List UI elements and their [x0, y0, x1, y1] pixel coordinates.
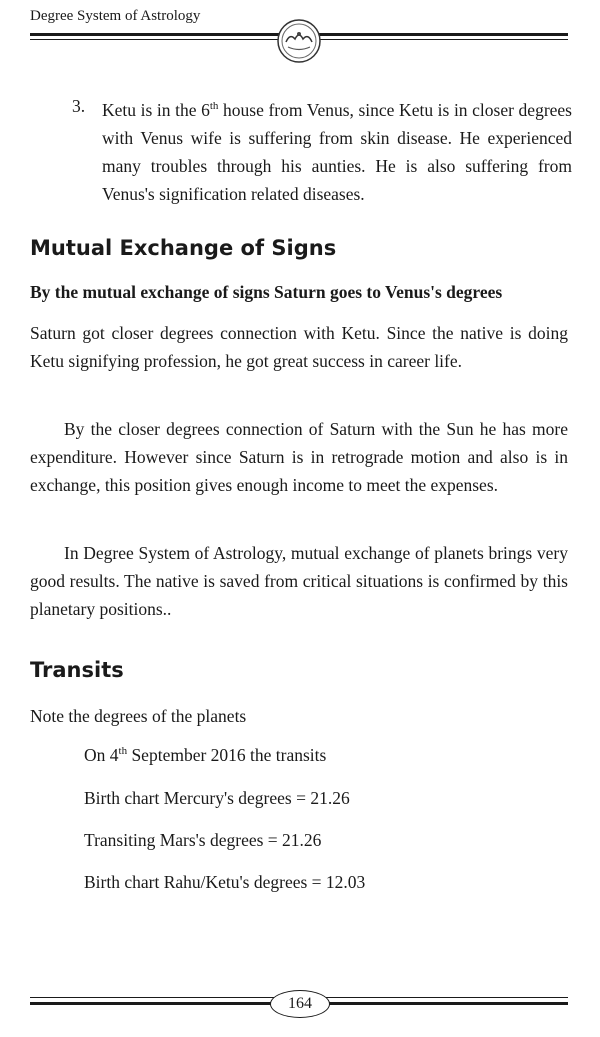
date-text-start: On 4 — [84, 745, 119, 765]
subheading: By the mutual exchange of signs Saturn goes to Venus's degrees — [30, 282, 503, 302]
running-head: Degree System of Astrology — [30, 8, 201, 24]
item-number: 3. — [72, 96, 86, 116]
transits-intro: Note the degrees of the planets — [30, 706, 247, 726]
emblem-seal-icon — [276, 18, 322, 64]
paragraph-3: In Degree System of Astrology, mutual exchange of planets brings very good results. The native is saved from critical situations is confirmed by this planetary positions.. — [30, 543, 568, 619]
ordinal-suffix: th — [118, 745, 128, 758]
transit-date-line — [84, 745, 326, 766]
item-text-rest: house from Venus, since Ketu is in closer degrees with Venus wife is suffering from skin disease. He experienced many troubles through his aunties. He is also suffering from Venus's signification related diseases. — [102, 99, 572, 204]
item-text-start: Ketu is in the 6 — [102, 99, 210, 120]
paragraph-1: Saturn got closer degrees connection with Ketu. Since the native is doing Ketu signifying profession, he got great success in career life. — [30, 323, 568, 371]
section-heading-mutual-exchange: Mutual Exchange of Signs — [30, 236, 337, 260]
paragraph-2: By the closer degrees connection of Saturn with the Sun he has more expenditure. However since Saturn is in retrograde motion and also is in exchange, this position gives enough income to meet the expenses. — [30, 419, 568, 495]
date-text-rest: September 2016 the transits — [127, 745, 327, 765]
ordinal-suffix: th — [209, 100, 219, 112]
item-text — [102, 92, 572, 208]
transit-line-mars: Transiting Mars's degrees = 21.26 — [84, 830, 322, 850]
page-number: 164 — [270, 990, 330, 1018]
section-heading-transits: Transits — [30, 658, 124, 682]
transit-line-mercury: Birth chart Mercury's degrees = 21.26 — [84, 788, 350, 808]
transit-line-rahu-ketu: Birth chart Rahu/Ketu's degrees = 12.03 — [84, 872, 366, 892]
